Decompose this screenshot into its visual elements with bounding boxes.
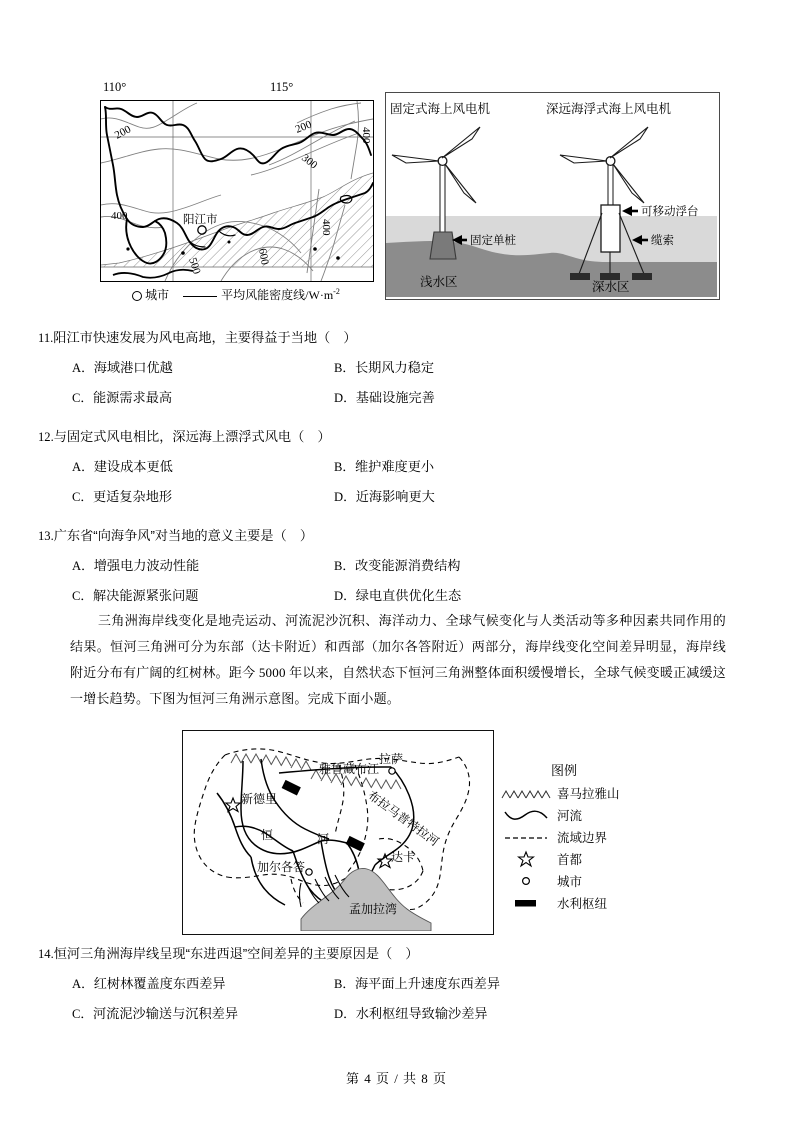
question-12-options-row-1 — [0, 457, 793, 477]
option-letter: B． — [334, 459, 355, 474]
label-monopile: 固定单桩 — [470, 235, 516, 247]
question-12-option-d[interactable] — [334, 487, 435, 507]
option-letter: A． — [72, 976, 94, 991]
contour-label-500: 500 — [186, 256, 203, 276]
question-13-text: 广东省“向海争风”对当地的意义主要是（ ） — [53, 528, 314, 543]
label-cable: 缆索 — [651, 235, 674, 247]
legend-density-exponent: -2 — [333, 287, 340, 296]
mountain-icon — [500, 787, 552, 800]
question-11-option-c[interactable] — [72, 388, 334, 408]
option-text: 绿电直供优化生态 — [355, 587, 462, 603]
question-13-option-d[interactable] — [334, 586, 461, 606]
option-text: 解决能源紧张问题 — [93, 587, 199, 603]
contour-label-200-left: 200 — [112, 123, 133, 142]
question-11-number: 11. — [38, 331, 54, 345]
question-13-option-c[interactable] — [72, 586, 334, 606]
option-letter: C． — [72, 588, 93, 603]
guangdong-map-frame — [100, 100, 374, 282]
option-letter: D． — [334, 390, 356, 405]
question-11 — [0, 328, 793, 408]
lon-label-115: 115° — [270, 80, 294, 94]
option-letter: C． — [72, 1006, 93, 1021]
label-deep-water: 深水区 — [592, 280, 630, 294]
question-14-options-row-1 — [0, 974, 793, 994]
option-letter: B． — [334, 976, 355, 991]
legend-label-mountain: 喜马拉雅山 — [557, 787, 620, 801]
option-text: 更适复杂地形 — [93, 488, 173, 504]
lon-label-110: 110° — [103, 80, 127, 94]
guangdong-map-svg — [101, 101, 373, 281]
option-text: 能源需求最高 — [93, 389, 173, 405]
label-brahmaputra: 布拉马普特拉河 — [365, 788, 442, 849]
question-11-option-b[interactable] — [334, 358, 434, 378]
option-text: 建设成本更低 — [93, 458, 173, 474]
label-lhasa: 拉萨 — [379, 752, 404, 766]
option-text: 基础设施完善 — [355, 389, 435, 405]
legend-item-city — [500, 870, 670, 892]
question-14 — [0, 944, 793, 1024]
question-11-stem — [0, 328, 793, 348]
contour-label-400-far-right: 400 — [360, 127, 372, 144]
label-yarlung-tsangpo: 雅鲁藏布江 — [319, 762, 380, 776]
option-text: 河流泥沙输送与沉积差异 — [93, 1005, 239, 1021]
label-platform: 可移动浮台 — [641, 206, 699, 218]
option-text: 改变能源消费结构 — [355, 557, 461, 573]
option-letter: B． — [334, 558, 355, 573]
legend-label-hydro-project: 水利枢纽 — [557, 897, 608, 911]
city-marker-kolkata — [306, 869, 312, 875]
question-12-number: 12. — [38, 430, 54, 444]
offshore-turbine-diagram — [385, 92, 720, 300]
legend-item-river — [500, 804, 670, 826]
option-letter: C． — [72, 489, 93, 504]
legend-label-basin-boundary: 流域边界 — [557, 831, 608, 845]
option-text: 长期风力稳定 — [355, 359, 435, 375]
option-letter: D． — [334, 1006, 356, 1021]
label-bay-of-bengal: 孟加拉湾 — [349, 902, 398, 916]
ganges-delta-svg — [183, 731, 490, 931]
label-ganges-2: 河 — [317, 832, 330, 846]
question-12 — [0, 427, 793, 507]
question-14-options-row-2 — [0, 1004, 793, 1024]
question-12-stem — [0, 427, 793, 447]
legend-item-basin-boundary — [500, 826, 670, 848]
question-13 — [0, 526, 793, 606]
label-dhaka: 达卡 — [391, 850, 416, 864]
question-11-option-a[interactable] — [72, 358, 334, 378]
question-14-option-b[interactable] — [334, 974, 500, 994]
option-letter: A． — [72, 558, 94, 573]
question-13-option-a[interactable] — [72, 556, 334, 576]
legend-item-capital — [500, 848, 670, 870]
question-12-option-b[interactable] — [334, 457, 434, 477]
option-text: 增强电力波动性能 — [93, 557, 200, 573]
star-icon — [500, 850, 552, 868]
contour-label-200-right: 200 — [293, 118, 314, 136]
basin-boundary-icon — [500, 832, 552, 842]
legend-density-label: 平均风能密度线/W·m — [221, 288, 334, 302]
question-14-option-c[interactable] — [72, 1004, 334, 1024]
label-kolkata: 加尔各答 — [256, 860, 305, 874]
figure-row-top — [0, 78, 793, 318]
legend-item-hydro-project — [500, 892, 670, 914]
option-text: 维护难度更小 — [355, 458, 435, 474]
question-14-option-a[interactable] — [72, 974, 334, 994]
question-14-text: 恒河三角洲海岸线呈现“东进西退”空间差异的主要原因是（ ） — [53, 946, 419, 961]
question-14-option-d[interactable] — [334, 1004, 488, 1024]
option-text: 海平面上升速度东西差异 — [355, 975, 501, 991]
option-letter: D． — [334, 588, 356, 603]
city-marker-lhasa — [389, 768, 395, 774]
question-11-options-row-1 — [0, 358, 793, 378]
title-floating-turbine: 深远海浮式海上风电机 — [546, 102, 672, 116]
rect-icon — [500, 897, 552, 909]
question-13-options-row-1 — [0, 556, 793, 576]
title-fixed-turbine: 固定式海上风电机 — [390, 102, 491, 116]
question-11-options-row-2 — [0, 388, 793, 408]
option-text: 红树林覆盖度东西差异 — [93, 975, 226, 991]
turbine-diagram-svg — [386, 93, 717, 297]
legend-label-city: 城市 — [557, 875, 583, 889]
question-13-number: 13. — [38, 529, 54, 543]
wind-map-legend — [100, 286, 372, 303]
contour-label-600: 600 — [256, 247, 271, 266]
legend-density-line-icon — [183, 296, 217, 297]
legend-label-river: 河流 — [557, 809, 583, 823]
option-text: 近海影响更大 — [355, 488, 435, 504]
option-letter: C． — [72, 390, 93, 405]
guangdong-wind-map — [70, 78, 382, 318]
question-11-option-d[interactable] — [334, 388, 435, 408]
contour-label-400-left: 400 — [111, 210, 128, 222]
page-footer: 第 4 页 / 共 8 页 — [345, 1071, 448, 1086]
legend-item-mountain — [500, 782, 670, 804]
question-14-stem — [0, 944, 793, 964]
legend-title: 图例 — [550, 763, 577, 778]
contour-label-400-sea: 400 — [320, 219, 332, 236]
city-label-yangjiang: 阳江市 — [183, 214, 218, 226]
question-11-text: 阳江市快速发展为风电高地，主要得益于当地（ ） — [53, 330, 357, 345]
option-text: 海域港口优越 — [93, 359, 173, 375]
legend-city-icon — [132, 291, 142, 301]
question-13-option-b[interactable] — [334, 556, 461, 576]
river-icon — [500, 808, 552, 822]
contour-label-300: 300 — [299, 151, 320, 172]
option-letter: B． — [334, 360, 355, 375]
option-letter: A． — [72, 459, 94, 474]
question-13-options-row-2 — [0, 586, 793, 606]
option-letter: A． — [72, 360, 94, 375]
question-12-text: 与固定式风电相比，深远海上漂浮式风电（ ） — [53, 429, 331, 444]
question-14-number: 14. — [38, 947, 54, 961]
question-12-options-row-2 — [0, 487, 793, 507]
option-text: 水利枢纽导致输沙差异 — [355, 1005, 488, 1021]
label-new-delhi: 新德里 — [241, 792, 278, 806]
ganges-delta-map — [182, 730, 494, 935]
question-12-option-c[interactable] — [72, 487, 334, 507]
delta-map-legend — [500, 760, 670, 914]
label-ganges-1: 恒 — [261, 828, 274, 842]
circle-icon — [500, 874, 552, 888]
option-letter: D． — [334, 489, 356, 504]
legend-label-capital: 首都 — [557, 853, 583, 867]
delta-passage: 三角洲海岸线变化是地壳运动、河流泥沙沉积、海洋动力、全球气候变化与人类活动等多种因素共同作用的结果。恒河三角洲可分为东部（达卡附近）和西部（加尔各答附近）两部分，海岸线变化空间差异明显，海岸线附近分布有广阔的红树林。距今 5000 年以来，自然状态下恒河三角洲整体面积缓慢增长，全球气候变暖正减缓这一增长趋势。下图为恒河三角洲示意图。完成下面小题。 — [70, 613, 726, 706]
legend-city-label: 城市 — [145, 288, 170, 302]
label-shallow-water: 浅水区 — [420, 275, 458, 289]
longitude-labels — [70, 78, 382, 100]
question-12-option-a[interactable] — [72, 457, 334, 477]
question-13-stem — [0, 526, 793, 546]
